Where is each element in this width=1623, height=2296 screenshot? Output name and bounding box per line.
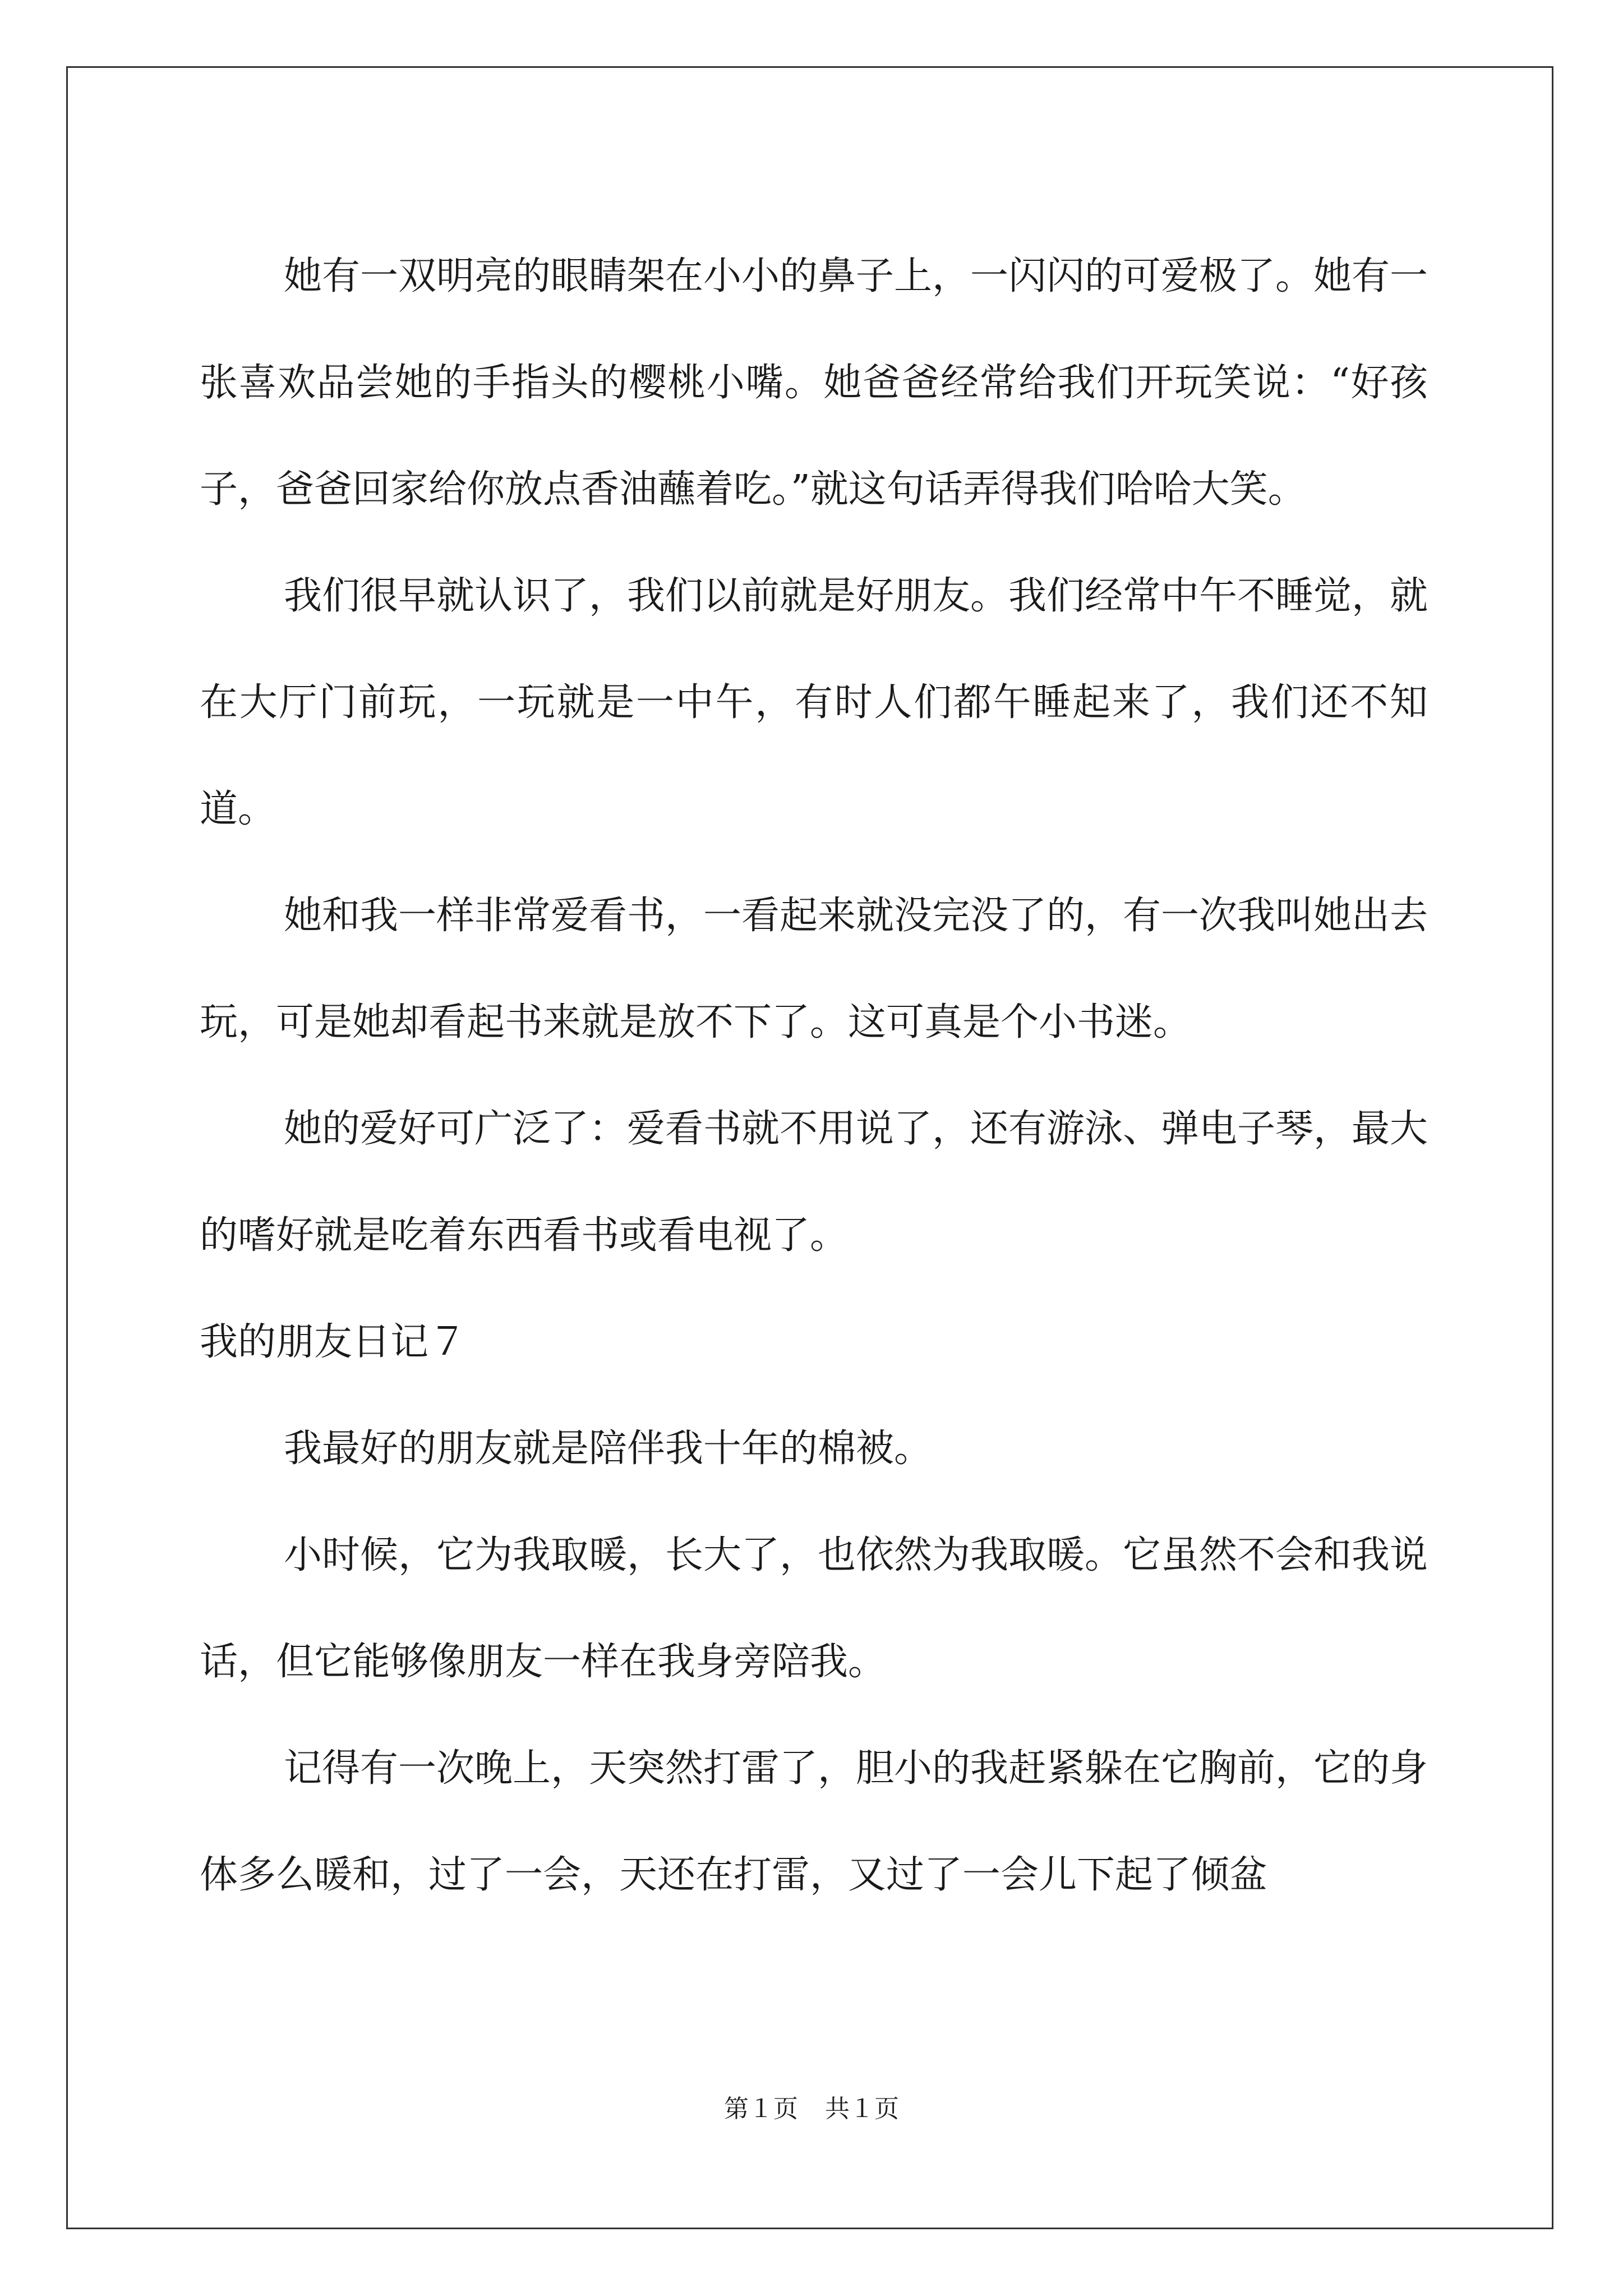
paragraph-3: 她和我一样非常爱看书，一看起来就没完没了的，有一次我叫她出去玩，可是她却看起书来就是放不下了。这可真是个小书迷。 xyxy=(200,894,1428,1045)
page-number-total: 共１页 xyxy=(825,2095,899,2123)
document-body xyxy=(200,223,1428,1929)
paragraph-6: 小时候，它为我取暖，长大了，也依然为我取暖。它虽然不会和我说话，但它能够像朋友一样在我身旁陪我。 xyxy=(200,1533,1428,1684)
paragraph-5: 我最好的朋友就是陪伴我十年的棉被。 xyxy=(284,1427,933,1471)
section-heading: 我的朋友日记７ xyxy=(200,1320,467,1364)
paragraph-4: 她的爱好可广泛了：爱看书就不用说了，还有游泳、弹电子琴，最大的嗜好就是吃着东西看书或看电视了。 xyxy=(200,1107,1428,1258)
paragraph-7: 记得有一次晚上，天突然打雷了，胆小的我赶紧躲在它胸前，它的身体多么暖和，过了一会，天还在打雷，又过了一会儿下起了倾盆 xyxy=(200,1746,1428,1897)
paragraph-1: 她有一双明亮的眼睛架在小小的鼻子上，一闪闪的可爱极了。她有一张喜欢品尝她的手指头的樱桃小嘴。她爸爸经常给我们开玩笑说：“好孩子，爸爸回家给你放点香油蘸着吃。”就这句话弄得我们哈哈大笑。 xyxy=(200,254,1428,512)
page-number-current: 第１页 xyxy=(724,2095,798,2123)
paragraph-2: 我们很早就认识了，我们以前就是好朋友。我们经常中午不睡觉，就在大厅门前玩，一玩就是一中午，有时人们都午睡起来了，我们还不知道。 xyxy=(200,574,1428,831)
page-footer xyxy=(0,2092,1623,2126)
